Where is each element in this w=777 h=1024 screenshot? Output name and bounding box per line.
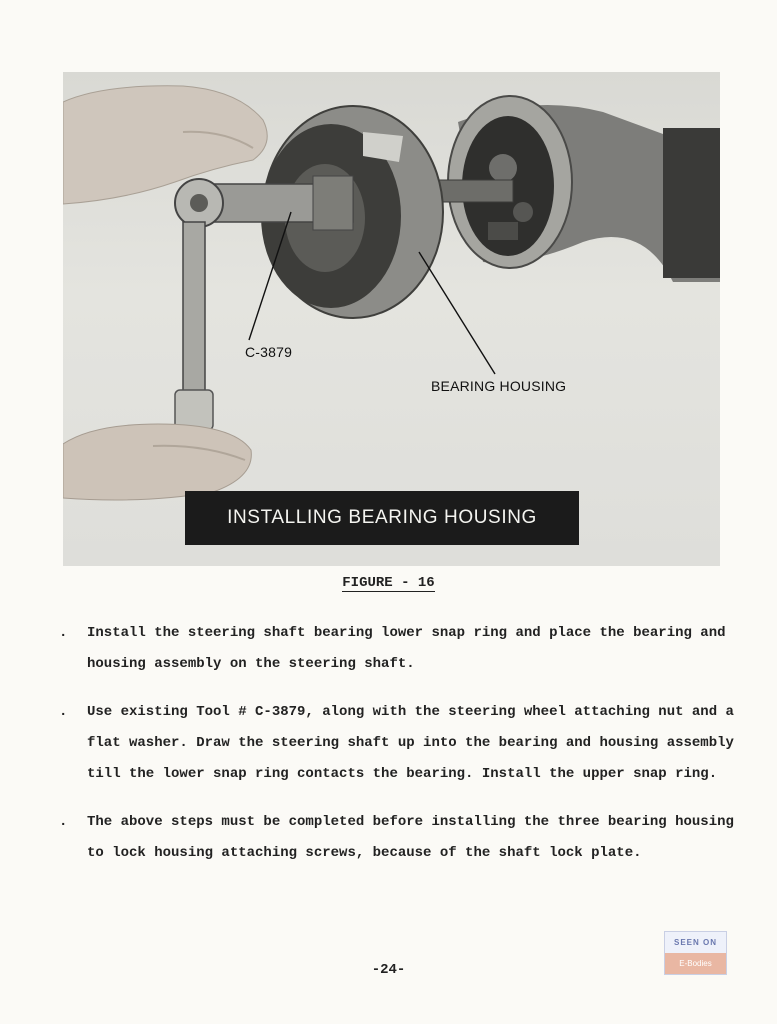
bullet-icon: . [59,814,68,830]
figure-photo [63,72,720,566]
instruction-text: Install the steering shaft bearing lower snap ring and place the bearing and housing assembly on the steering shaft. [87,625,726,672]
callout-housing-label: BEARING HOUSING [431,378,567,394]
instruction-list [57,618,737,886]
instruction-step [57,618,737,680]
callout-tool-label: C-3879 [245,344,293,360]
figure-caption: INSTALLING BEARING HOUSING [185,491,579,545]
figure-label [0,575,777,591]
bullet-icon: . [59,704,68,720]
instruction-step [57,697,737,790]
bullet-icon: . [59,625,68,641]
instruction-text: Use existing Tool # C-3879, along with the steering wheel attaching nut and a flat washer. Draw the steering shaft up into the bearing and housing assembly till the lower snap ring contacts the bearing. Install the upper snap ring. [87,704,734,782]
figure-label-text: FIGURE - 16 [342,575,435,591]
seen-on-badge[interactable] [664,931,727,975]
instruction-text: The above steps must be completed before installing the three bearing housing to lock housing attaching screws, because of the shaft lock plate. [87,814,734,861]
badge-bottom-text: E-Bodies [665,953,726,974]
instruction-step [57,807,737,869]
badge-top-text: SEEN ON [665,932,726,953]
page-number: -24- [371,962,406,978]
